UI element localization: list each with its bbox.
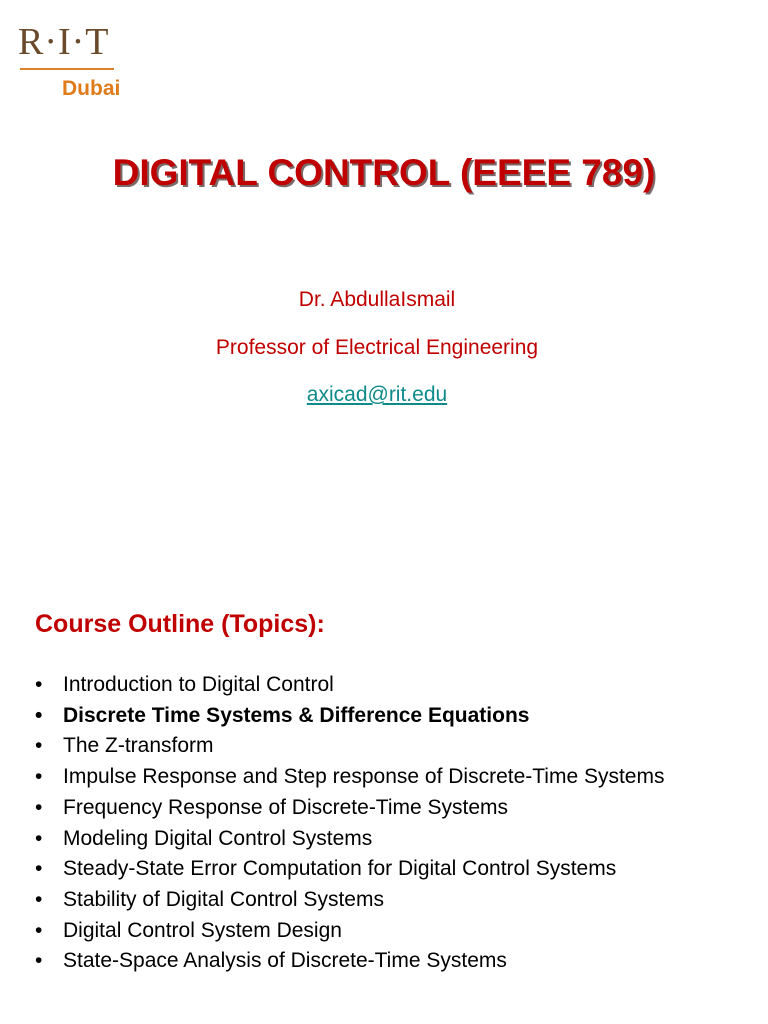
presenter-block	[0, 288, 754, 407]
logo-divider	[20, 68, 114, 70]
presenter-name: Dr. AbdullaIsmail	[298, 288, 456, 311]
bullet-icon: •	[35, 826, 43, 850]
list-item	[35, 762, 755, 793]
bullet-icon: •	[35, 765, 43, 789]
bullet-icon: •	[35, 949, 43, 973]
topic-text: Impulse Response and Step response of Discrete-Time Systems	[63, 765, 665, 789]
logo-dubai-label: Dubai	[62, 77, 121, 100]
logo-rit-wordmark: R·I·T	[18, 21, 110, 63]
presenter-role: Professor of Electrical Engineering	[215, 336, 539, 359]
topic-text: The Z-transform	[63, 734, 214, 758]
topic-text: Discrete Time Systems & Difference Equations	[63, 703, 530, 727]
bullet-icon: •	[35, 734, 43, 758]
list-item	[35, 916, 755, 947]
topic-text: State-Space Analysis of Discrete-Time Systems	[63, 949, 507, 973]
bullet-icon: •	[35, 918, 43, 942]
list-item	[35, 793, 755, 824]
list-item	[35, 854, 755, 885]
bullet-icon: •	[35, 673, 43, 696]
list-item	[35, 731, 755, 762]
rit-dubai-logo	[18, 21, 121, 100]
topic-text: Frequency Response of Discrete-Time Systems	[63, 795, 509, 819]
topic-text: Steady-State Error Computation for Digital Control Systems	[63, 857, 617, 881]
page-title: DIGITAL CONTROL (EEEE 789)	[112, 152, 656, 193]
list-item	[35, 701, 755, 732]
topic-text: Stability of Digital Control Systems	[63, 887, 384, 911]
bullet-icon: •	[35, 887, 43, 911]
topic-text: Digital Control System Design	[63, 918, 342, 942]
topic-text: Modeling Digital Control Systems	[63, 826, 373, 850]
list-item	[35, 885, 755, 916]
list-item	[35, 670, 755, 701]
list-item	[35, 946, 755, 977]
list-item	[35, 824, 755, 855]
topic-text: Introduction to Digital Control	[63, 673, 334, 696]
presenter-email-link[interactable]: axicad@rit.edu	[306, 383, 448, 406]
bullet-icon: •	[35, 795, 43, 819]
bullet-icon: •	[35, 857, 43, 881]
bullet-icon: •	[35, 703, 43, 727]
course-outline-heading: Course Outline (Topics):	[35, 610, 325, 638]
topic-list	[35, 670, 755, 977]
